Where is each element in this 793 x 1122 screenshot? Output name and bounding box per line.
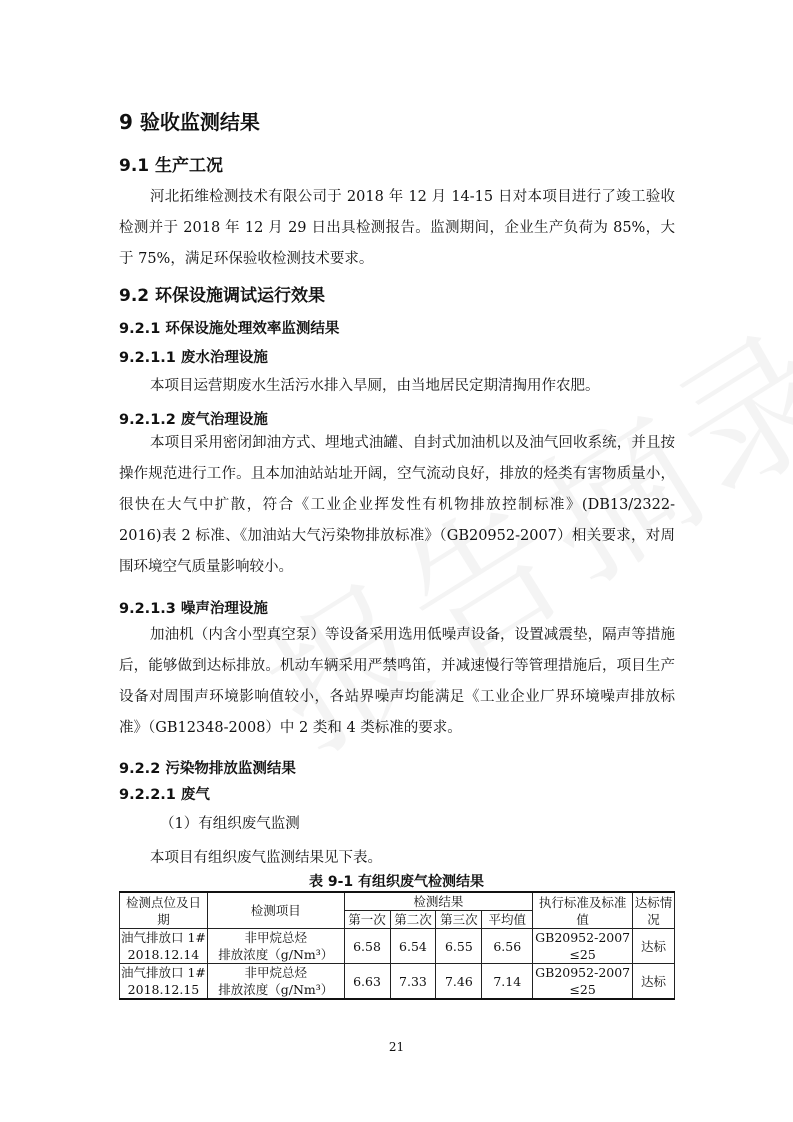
- cell-v1: 6.58: [344, 929, 390, 964]
- header-third: 第三次: [436, 911, 482, 929]
- header-status: 达标情况: [633, 892, 675, 929]
- header-results: 检测结果: [344, 892, 533, 911]
- cell-avg: 6.56: [482, 929, 533, 964]
- cell-v3: 7.46: [436, 964, 482, 1000]
- cell-avg: 7.14: [482, 964, 533, 1000]
- cell-standard: GB20952-2007 ≤25: [533, 929, 633, 964]
- cell-status: 达标: [633, 929, 675, 964]
- paragraph-table-intro: 本项目有组织废气监测结果见下表。: [150, 850, 382, 866]
- results-table: [119, 891, 675, 1000]
- cell-item: 非甲烷总烃 排放浓度（g/Nm³）: [207, 929, 344, 964]
- section-heading-9: 9 验收监测结果: [119, 110, 260, 134]
- cell-v3: 6.55: [436, 929, 482, 964]
- paragraph-production: 河北拓维检测技术有限公司于 2018 年 12 月 14-15 日对本项目进行了竣工验收检测并于 2018 年 12 月 29 日出具检测报告。监测期间，企业生产负荷为 85%，大于 75%，满足环保验收检测技术要求。: [119, 189, 675, 267]
- page-number: 21: [388, 1040, 405, 1054]
- cell-v1: 6.63: [344, 964, 390, 1000]
- list-item-organized-gas: （1）有组织废气监测: [160, 816, 300, 832]
- paragraph-wastewater: 本项目运营期废水生活污水排入旱厕，由当地居民定期清掏用作农肥。: [150, 378, 600, 394]
- cell-location: 油气排放口 1# 2018.12.15: [121, 965, 206, 997]
- section-heading-9-2-1: 9.2.1 环保设施处理效率监测结果: [119, 321, 340, 337]
- table-row: [120, 964, 675, 1000]
- header-item: 检测项目: [207, 892, 344, 929]
- header-standard: 执行标准及标准值: [533, 892, 633, 929]
- section-heading-9-2: 9.2 环保设施调试运行效果: [119, 286, 326, 306]
- section-heading-9-1: 9.1 生产工况: [119, 156, 224, 176]
- cell-status: 达标: [633, 964, 675, 1000]
- section-heading-9-2-1-1: 9.2.1.1 废水治理设施: [119, 350, 268, 366]
- cell-item: 非甲烷总烃 排放浓度（g/Nm³）: [207, 964, 344, 1000]
- section-heading-9-2-2: 9.2.2 污染物排放监测结果: [119, 761, 296, 777]
- paragraph-noise: 加油机（内含小型真空泵）等设备采用选用低噪声设备，设置减震垫，隔声等措施后，能够做到达标排放。机动车辆采用严禁鸣笛，并减速慢行等管理措施后，项目生产设备对周围声环境影响值较小，各站界噪声均能满足《工业企业厂界环境噪声排放标准》（GB12348-2008）中 2 类和 4 类标准的要求。: [119, 627, 675, 736]
- cell-location: 油气排放口 1# 2018.12.14: [121, 930, 206, 962]
- header-first: 第一次: [344, 911, 390, 929]
- header-second: 第二次: [390, 911, 436, 929]
- table-caption: 表 9-1 有组织废气检测结果: [308, 874, 485, 890]
- section-heading-9-2-2-1: 9.2.2.1 废气: [119, 787, 210, 803]
- table-row: [120, 929, 675, 964]
- section-heading-9-2-1-3: 9.2.1.3 噪声治理设施: [119, 601, 268, 617]
- section-heading-9-2-1-2: 9.2.1.2 废气治理设施: [119, 412, 268, 428]
- table-header-row: [120, 892, 675, 911]
- paragraph-exhaust-gas: 本项目采用密闭卸油方式、埋地式油罐、自封式加油机以及油气回收系统，并且按操作规范进行工作。且本加油站站址开阔，空气流动良好，排放的烃类有害物质量小，很快在大气中扩散，符合《工业企业挥发性有机物排放控制标准》(DB13/2322-2016)表 2 标准、《加油站大气污染物排放标准》（GB20952-2007）相关要求，对周围环境空气质量影响较小。: [119, 435, 675, 575]
- cell-v2: 6.54: [390, 929, 436, 964]
- header-location: 检测点位及日期: [120, 892, 208, 929]
- cell-v2: 7.33: [390, 964, 436, 1000]
- header-avg: 平均值: [482, 911, 533, 929]
- cell-standard: GB20952-2007 ≤25: [533, 964, 633, 1000]
